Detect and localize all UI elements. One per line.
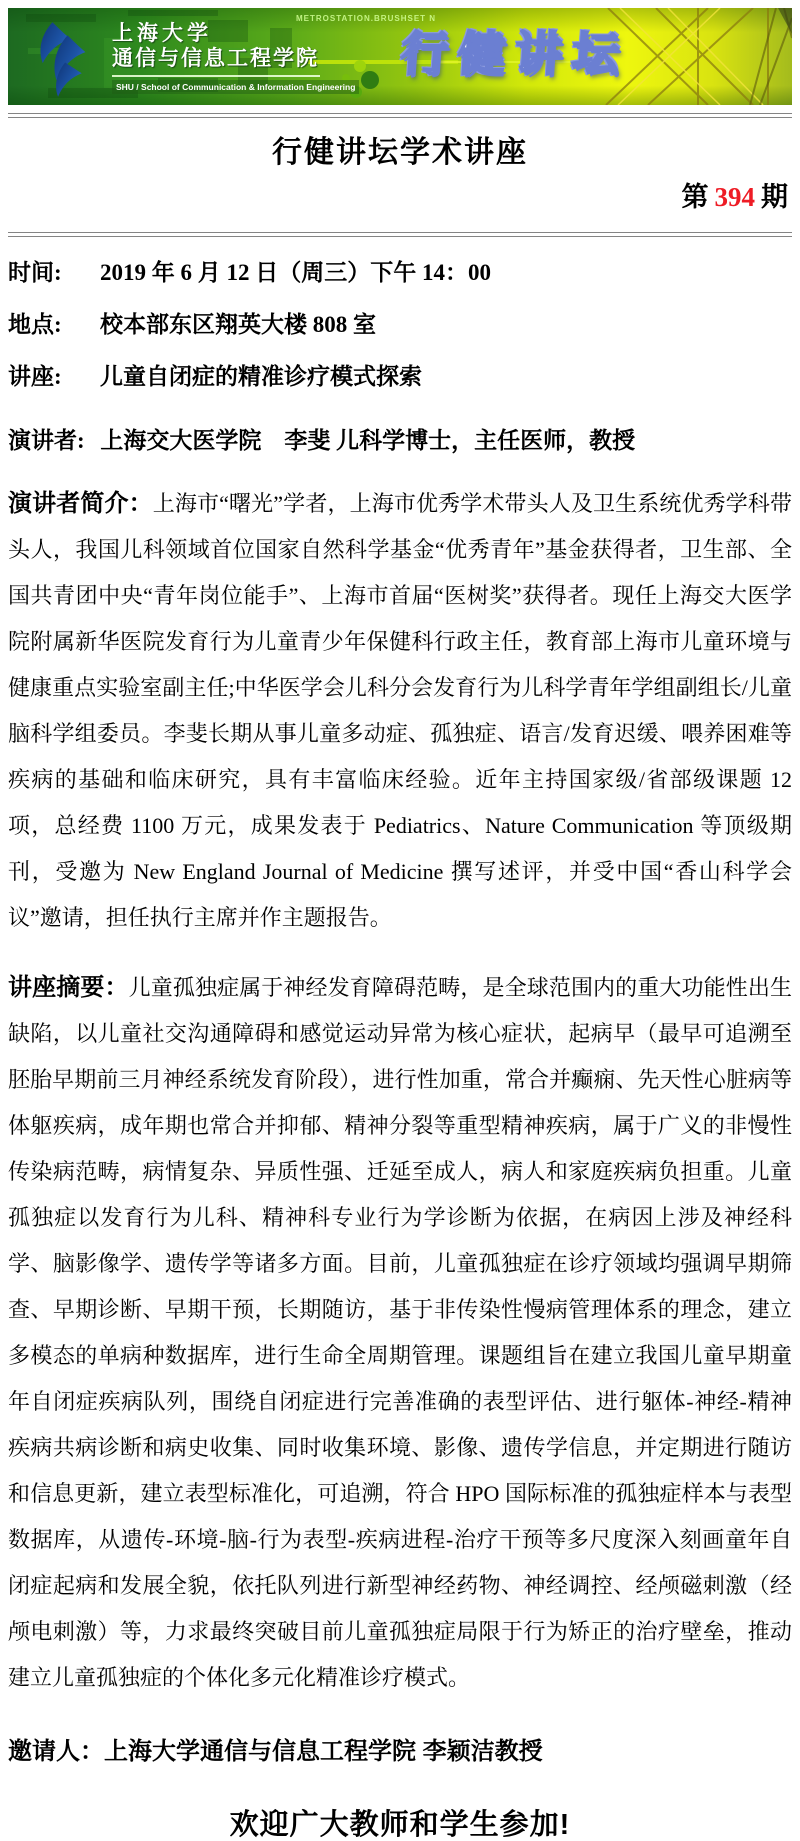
forum-title-calligraphy: 行健讲坛 [399, 27, 631, 80]
time-value: 2019 年 6 月 12 日（周三）下午 14：00 [100, 260, 491, 285]
banner-image [8, 8, 792, 105]
school-underline [112, 75, 320, 77]
talk-field [8, 361, 792, 393]
place-label: 地点: [8, 312, 62, 337]
speaker-bio-paragraph [8, 481, 792, 941]
issue-prefix: 第 [681, 182, 709, 212]
place-value: 校本部东区翔英大楼 808 室 [100, 312, 376, 337]
speaker-bio-label: 演讲者简介： [8, 490, 153, 517]
logo-waves-icon [30, 14, 104, 100]
welcome-line: 欢迎广大教师和学生参加! [229, 1809, 571, 1841]
time-field [8, 257, 792, 289]
university-logo [30, 14, 104, 100]
school-name-en: SHU / School of Communication & Information Engineering [112, 80, 359, 94]
banner-watermark: METROSTATION.BRUSHSET N [296, 14, 437, 23]
abstract-text: 儿童孤独症属于神经发育障碍范畴，是全球范围内的重大功能性出生缺陷，以儿童社交沟通障碍和感觉运动异常为核心症状，起病早（最早可追溯至胚胎早期前三月神经系统发育阶段），进行性加重，常合并癫痫、先天性心脏病等体躯疾病，成年期也常合并抑郁、精神分裂等重型精神疾病，属于广义的非慢性传染病范畴，病情复杂、异质性强、迁延至成人，病人和家庭疾病负担重。儿童孤独症以发育行为儿科、精神科专业行为学诊断为依据，在病因上涉及神经科学、脑影像学、遗传学等诸多方面。目前，儿童孤独症在诊疗领域均强调早期筛查、早期诊断、早期干预，长期随访，基于非传染性慢病管理体系的理念，建立多模态的单病种数据库，进行生命全周期管理。课题组旨在建立我国儿童早期童年自闭症疾病队列，围绕自闭症进行完善准确的表型评估、进行躯体-神经-精神疾病共病诊断和病史收集、同时收集环境、影像、遗传学信息，并定期进行随访和信息更新，建立表型标准化，可追溯，符合 HPO 国际标准的孤独症样本与表型数据库，从遗传-环境-脑-行为表型-疾病进程-治疗干预等多尺度深入刻画童年自闭症起病和发展全貌，依托队列进行新型神经药物、神经调控、经颅磁刺激（经颅电刺激）等，力求最终突破目前儿童孤独症局限于行为矫正的治疗壁垒，推动建立儿童孤独症的个体化多元化精准诊疗模式。 [8, 975, 792, 1690]
issue-suffix: 期 [761, 182, 788, 212]
school-name: 通信与信息工程学院 [112, 47, 319, 70]
time-label: 时间: [8, 260, 62, 285]
banner-text-block [112, 22, 359, 95]
page-title: 行健讲坛学术讲座 [272, 136, 528, 169]
info-fields [8, 257, 792, 393]
speaker-bio-text: 上海市“曙光”学者，上海市优秀学术带头人及卫生系统优秀学科带头人，我国儿科领域首位国家自然科学基金“优秀青年”基金获得者，卫生部、全国共青团中央“青年岗位能手”、上海市首届“医树奖”获得者。现任上海交大医学院附属新华医院发育行为儿童青少年保健科行政主任，教育部上海市儿童环境与健康重点实验室副主任;中华医学会儿科分会发育行为儿科学青年学组副组长/儿童脑科学组委员。李斐长期从事儿童多动症、孤独症、语言/发育迟缓、喂养困难等疾病的基础和临床研究，具有丰富临床经验。近年主持国家级/省部级课题 12 项，总经费 1100 万元，成果发表于 Pediatrics、Nature Communication 等顶级期刊，受邀为 New England Journal of Medicine 撰写述评，并受中国“香山科学会议”邀请，担任执行主席并作主题报告。 [8, 491, 792, 930]
place-field [8, 309, 792, 341]
speaker-field [8, 425, 792, 457]
talk-value: 儿童自闭症的精准诊疗模式探索 [100, 364, 422, 389]
abstract-label: 讲座摘要： [8, 974, 129, 1001]
speaker-value: 上海交大医学院 李斐 儿科学博士，主任医师，教授 [100, 428, 636, 453]
issue-line [0, 178, 800, 216]
mid-double-rule [8, 232, 792, 237]
inviter-line: 邀请人：上海大学通信与信息工程学院 李颖洁教授 [8, 1738, 543, 1765]
talk-label: 讲座: [8, 364, 62, 389]
top-double-rule [8, 113, 792, 118]
speaker-label: 演讲者: [8, 428, 85, 453]
university-name: 上海大学 [112, 22, 212, 45]
issue-number: 394 [714, 182, 755, 212]
abstract-paragraph [8, 965, 792, 1701]
